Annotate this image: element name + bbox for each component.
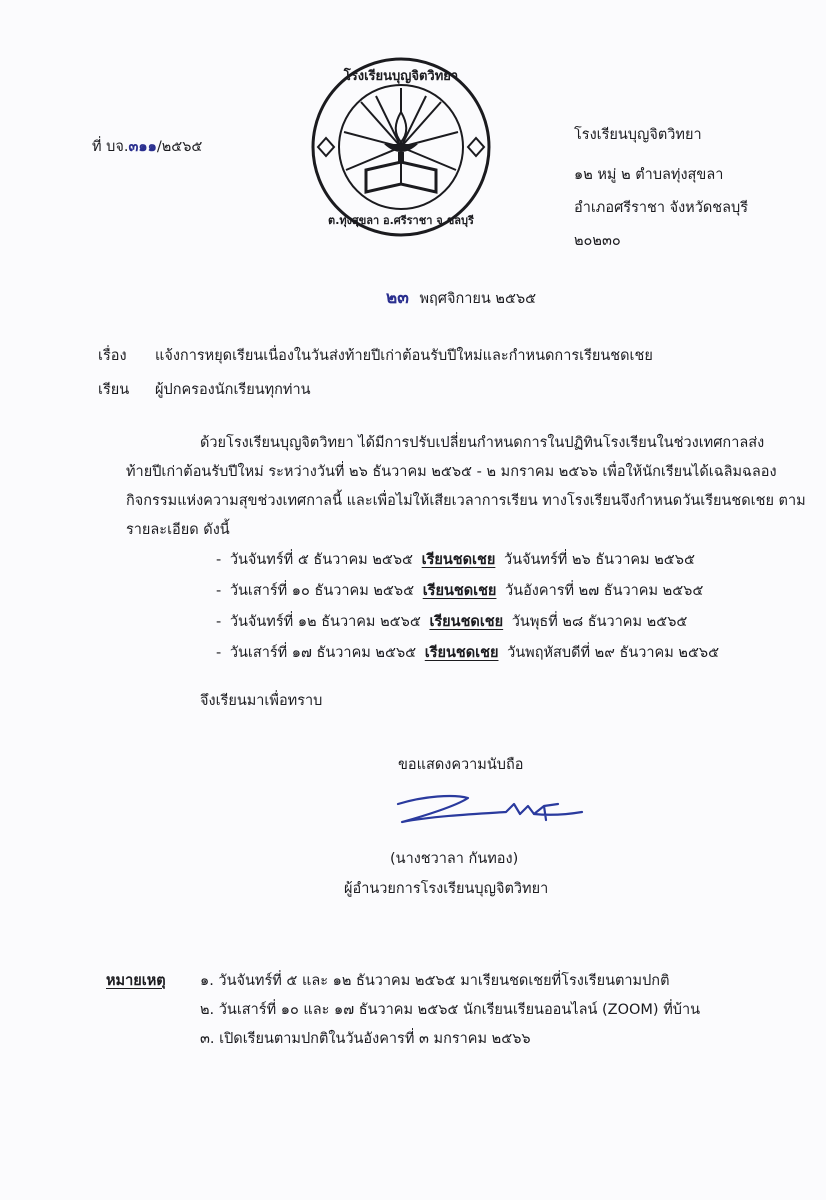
date-day-handwritten: ๒๓ bbox=[386, 288, 409, 308]
schedule-item bbox=[216, 615, 691, 630]
seal-top-text: โรงเรียนบุญจิตวิทยา bbox=[343, 69, 459, 84]
schedule-item bbox=[216, 553, 699, 568]
reference-prefix: ที่ บจ. bbox=[92, 139, 129, 155]
reference-suffix: /๒๕๖๕ bbox=[156, 139, 203, 155]
closing-regards: ขอแสดงความนับถือ bbox=[398, 757, 524, 773]
schedule-bullet: - bbox=[216, 614, 222, 630]
schedule-original-date: วันเสาร์ที่ ๑๗ ธันวาคม ๒๕๖๕ bbox=[229, 645, 417, 661]
schedule-original-date: วันเสาร์ที่ ๑๐ ธันวาคม ๒๕๖๕ bbox=[229, 583, 415, 599]
body-line-2: ท้ายปีเก่าต้อนรับปีใหม่ ระหว่างวันที่ ๒๖ ธันวาคม ๒๕๖๕ - ๒ มกราคม ๒๕๖๖ เพื่อให้นักเรียนได้เฉลิมฉลอง bbox=[126, 464, 777, 480]
date-month-year: พฤศจิกายน ๒๕๖๕ bbox=[419, 291, 537, 307]
schedule-bullet: - bbox=[216, 583, 222, 599]
signature-image bbox=[394, 790, 584, 830]
schedule-item bbox=[216, 646, 723, 661]
address-line-2: อำเภอศรีราชา จังหวัดชลบุรี bbox=[574, 200, 748, 216]
schedule-makeup-label: เรียนชดเชย bbox=[422, 583, 497, 599]
school-seal-logo bbox=[306, 52, 496, 242]
signer-name: (นางชวาลา กันทอง) bbox=[390, 851, 519, 867]
recipient-label: เรียน bbox=[98, 382, 130, 398]
schedule-makeup-date: วันพฤหัสบดีที่ ๒๙ ธันวาคม ๒๕๖๕ bbox=[507, 645, 720, 661]
reference-handwritten: ๓๑๑ bbox=[128, 139, 157, 155]
body-line-4: รายละเอียด ดังนี้ bbox=[126, 522, 230, 538]
schedule-makeup-label: เรียนชดเชย bbox=[424, 645, 499, 661]
closing-inform: จึงเรียนมาเพื่อทราบ bbox=[200, 693, 323, 709]
schedule-makeup-date: วันอังคารที่ ๒๗ ธันวาคม ๒๕๖๕ bbox=[505, 583, 704, 599]
note-item: ๓. เปิดเรียนตามปกติในวันอังคารที่ ๓ มกราคม ๒๕๖๖ bbox=[200, 1031, 531, 1047]
address-line-1: ๑๒ หมู่ ๒ ตำบลทุ่งสุขลา bbox=[574, 167, 724, 183]
reference-number bbox=[92, 140, 202, 155]
body-line-1: ด้วยโรงเรียนบุญจิตวิทยา ได้มีการปรับเปลี่ยนกำหนดการในปฏิทินโรงเรียนในช่วงเทศกาลส่ง bbox=[200, 435, 765, 451]
letter-date bbox=[386, 290, 536, 307]
postcode: ๒๐๒๓๐ bbox=[574, 233, 621, 249]
signer-title: ผู้อำนวยการโรงเรียนบุญจิตวิทยา bbox=[344, 881, 549, 897]
schedule-original-date: วันจันทร์ที่ ๕ ธันวาคม ๒๕๖๕ bbox=[229, 552, 414, 568]
subject-label: เรื่อง bbox=[98, 348, 127, 364]
body-line-3: กิจกรรมแห่งความสุขช่วงเทศกาลนี้ และเพื่อไม่ให้เสียเวลาการเรียน ทางโรงเรียนจึงกำหนดวันเรียนชดเชย ตาม bbox=[126, 493, 806, 509]
schedule-makeup-label: เรียนชดเชย bbox=[429, 614, 504, 630]
school-name: โรงเรียนบุญจิตวิทยา bbox=[574, 127, 702, 143]
schedule-makeup-date: วันจันทร์ที่ ๒๖ ธันวาคม ๒๕๖๕ bbox=[503, 552, 695, 568]
schedule-bullet: - bbox=[216, 552, 222, 568]
note-item: ๒. วันเสาร์ที่ ๑๐ และ ๑๗ ธันวาคม ๒๕๖๕ นักเรียนเรียนออนไลน์ (ZOOM) ที่บ้าน bbox=[200, 1002, 701, 1018]
schedule-makeup-date: วันพุธที่ ๒๘ ธันวาคม ๒๕๖๕ bbox=[511, 614, 688, 630]
schedule-original-date: วันจันทร์ที่ ๑๒ ธันวาคม ๒๕๖๕ bbox=[229, 614, 421, 630]
seal-bottom-text: ต.ทุ่งสุขลา อ.ศรีราชา จ.ชลบุรี bbox=[328, 214, 474, 227]
note-item: ๑. วันจันทร์ที่ ๕ และ ๑๒ ธันวาคม ๒๕๖๕ มาเรียนชดเชยที่โรงเรียนตามปกติ bbox=[200, 973, 670, 989]
subject-text: แจ้งการหยุดเรียนเนื่องในวันส่งท้ายปีเก่าต้อนรับปีใหม่และกำหนดการเรียนชดเชย bbox=[155, 348, 653, 364]
schedule-bullet: - bbox=[216, 645, 222, 661]
recipient-text: ผู้ปกครองนักเรียนทุกท่าน bbox=[155, 382, 311, 398]
notes-label: หมายเหตุ bbox=[106, 973, 166, 989]
schedule-item bbox=[216, 584, 707, 599]
schedule-makeup-label: เรียนชดเชย bbox=[421, 552, 496, 568]
